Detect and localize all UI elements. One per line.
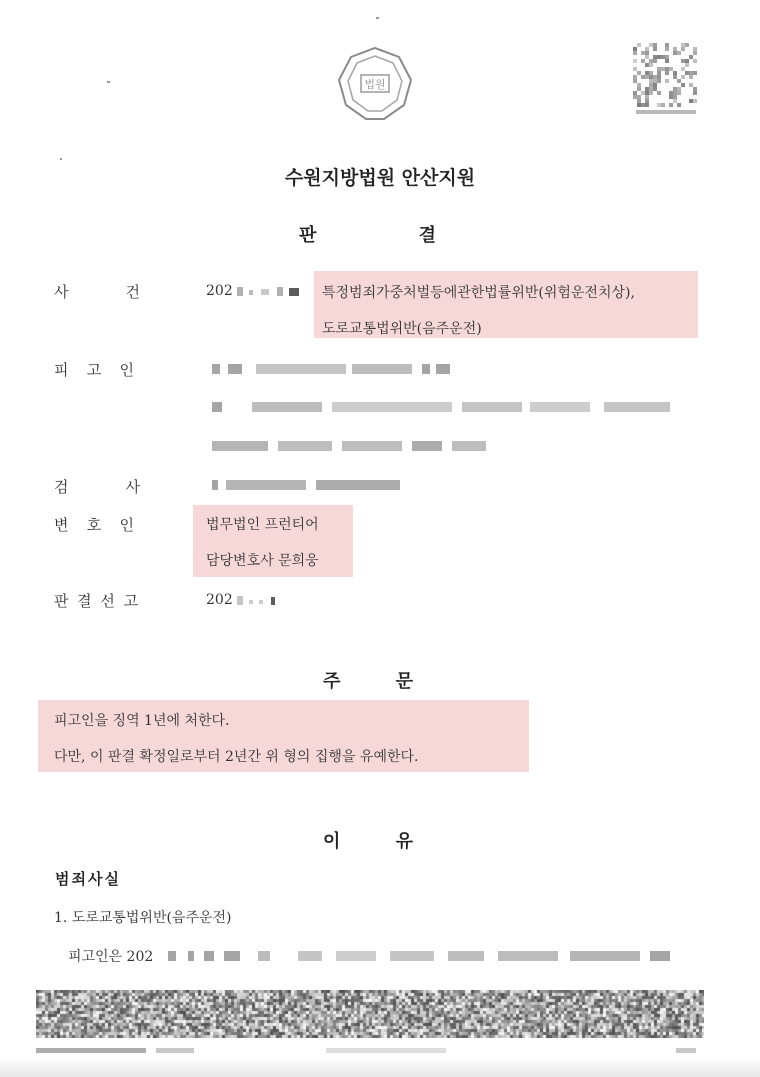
qr-cell: [649, 43, 653, 47]
qr-cell: [637, 71, 641, 75]
speck: [376, 17, 379, 19]
qr-cell: [645, 71, 649, 75]
sentencing-date: [206, 592, 287, 608]
qr-cell: [653, 75, 657, 79]
counsel-label: 변 호 인: [54, 516, 134, 534]
qr-cell: [665, 59, 669, 63]
qr-cell: [693, 47, 697, 51]
qr-cell: [645, 75, 649, 79]
qr-cell: [693, 99, 697, 103]
qr-cell: [673, 47, 677, 51]
qr-cell: [657, 91, 661, 95]
qr-cell: [653, 55, 657, 59]
qr-cell: [677, 103, 681, 107]
qr-cell: [669, 91, 673, 95]
order-line-2: 다만, 이 판결 확정일로부터 2년간 위 형의 집행을 유예한다.: [54, 749, 419, 765]
qr-cell: [645, 51, 649, 55]
qr-cell: [657, 55, 661, 59]
qr-cell: [661, 103, 665, 107]
qr-cell: [637, 43, 641, 47]
reasons-heading-char: 이: [323, 831, 341, 852]
emblem-text: 법원: [364, 78, 386, 91]
qr-cell: [633, 95, 637, 99]
counsel-firm: 법무법인 프런티어: [206, 517, 319, 533]
section-title: 범죄사실: [55, 870, 121, 888]
qr-cell: [641, 59, 645, 63]
document-title-char: 결: [418, 225, 436, 246]
qr-cell: [633, 75, 637, 79]
qr-cell: [665, 47, 669, 51]
document-title-char: 판: [299, 225, 317, 246]
qr-cell: [633, 79, 637, 83]
reasons-item-1: 1. 도로교통법위반(음주운전): [54, 910, 232, 926]
qr-cell: [673, 95, 677, 99]
qr-cell: [693, 91, 697, 95]
qr-cell: [685, 63, 689, 67]
qr-cell: [689, 71, 693, 75]
qr-cell: [685, 59, 689, 63]
qr-cell: [645, 91, 649, 95]
order-heading-char: 문: [395, 671, 413, 692]
qr-cell: [673, 71, 677, 75]
qr-cell: [673, 75, 677, 79]
qr-cell: [689, 55, 693, 59]
defendant-label: 피 고 인: [54, 361, 134, 379]
qr-cell: [653, 59, 657, 63]
qr-cell: [685, 71, 689, 75]
qr-cell: [641, 75, 645, 79]
qr-cell: [693, 59, 697, 63]
qr-cell: [653, 87, 657, 91]
qr-cell: [637, 87, 641, 91]
qr-cell: [673, 87, 677, 91]
qr-cell: [677, 91, 681, 95]
qr-cell: [677, 79, 681, 83]
qr-cell: [681, 47, 685, 51]
reasons-paragraph-start: 피고인은 202: [68, 949, 154, 965]
order-heading: [323, 667, 413, 693]
redacted-prosecutor: [212, 480, 402, 490]
charge-line-2: 도로교통법위반(음주운전): [322, 321, 482, 337]
qr-cell: [657, 67, 661, 71]
qr-cell: [645, 87, 649, 91]
prosecutor-label: 검 사: [54, 478, 140, 496]
qr-cell: [653, 79, 657, 83]
case-number-redaction: [237, 287, 307, 296]
qr-cell: [633, 59, 637, 63]
qr-cell: [641, 51, 645, 55]
qr-cell: [681, 43, 685, 47]
qr-cell: [665, 67, 669, 71]
qr-cell: [681, 59, 685, 63]
qr-cell: [645, 63, 649, 67]
qr-cell: [677, 87, 681, 91]
qr-cell: [689, 83, 693, 87]
redacted-address-line: [212, 402, 672, 412]
qr-cell: [657, 103, 661, 107]
qr-cell: [669, 103, 673, 107]
qr-cell: [693, 87, 697, 91]
charge-line-1: 특정범죄가중처벌등에관한법률위반(위험운전치상),: [322, 285, 635, 301]
qr-cell: [653, 83, 657, 87]
qr-cell: [645, 103, 649, 107]
case-number-prefix: 202: [206, 283, 233, 299]
qr-cell: [665, 71, 669, 75]
qr-cell: [661, 67, 665, 71]
redacted-defendant-line: [212, 364, 452, 374]
qr-cell: [693, 71, 697, 75]
reasons-heading-char: 유: [395, 831, 413, 852]
qr-cell: [681, 75, 685, 79]
order-heading-char: 주: [323, 671, 341, 692]
qr-cell: [669, 95, 673, 99]
qr-cell: [641, 91, 645, 95]
qr-cell: [649, 83, 653, 87]
page-bottom-shadow: [0, 1058, 760, 1077]
qr-cell: [649, 79, 653, 83]
qr-cell: [673, 99, 677, 103]
qr-cell: [657, 71, 661, 75]
qr-cell: [665, 79, 669, 83]
footer-redacted-line: [36, 1048, 704, 1054]
qr-cell: [653, 47, 657, 51]
qr-cell: [633, 51, 637, 55]
qr-cell: [637, 103, 641, 107]
redacted-paragraph-line: [168, 951, 680, 961]
redacted-text-block: [36, 990, 704, 1038]
qr-cell: [645, 47, 649, 51]
sentencing-label: 판 결 선 고: [54, 592, 138, 610]
qr-cell: [669, 67, 673, 71]
court-name: 수원지방법원 안산지원: [284, 167, 476, 189]
sentencing-date-redaction: [237, 596, 287, 605]
speck: [60, 158, 62, 160]
qr-cell: [681, 67, 685, 71]
qr-cell: [653, 43, 657, 47]
qr-cell: [633, 47, 637, 51]
qr-cell: [637, 95, 641, 99]
qr-cell: [645, 99, 649, 103]
qr-cell: [649, 59, 653, 63]
qr-cell: [637, 99, 641, 103]
qr-cell: [633, 91, 637, 95]
qr-cell: [657, 79, 661, 83]
qr-cell: [681, 83, 685, 87]
court-emblem-icon: [336, 45, 414, 123]
qr-cell: [693, 51, 697, 55]
reasons-heading: [323, 827, 413, 853]
qr-caption: [636, 110, 696, 114]
qr-cell: [649, 63, 653, 67]
qr-cell: [649, 87, 653, 91]
qr-cell: [649, 71, 653, 75]
qr-code-icon: [633, 43, 697, 107]
case-number: [206, 283, 307, 299]
qr-cell: [673, 51, 677, 55]
qr-cell: [645, 55, 649, 59]
order-line-1: 피고인을 징역 1년에 처한다.: [54, 713, 230, 729]
qr-cell: [665, 43, 669, 47]
qr-cell: [641, 103, 645, 107]
qr-cell: [633, 67, 637, 71]
speck: [107, 81, 110, 83]
qr-cell: [649, 91, 653, 95]
redacted-address-line-2: [212, 441, 502, 451]
qr-cell: [673, 91, 677, 95]
case-label: 사 건: [54, 283, 140, 301]
qr-cell: [649, 75, 653, 79]
qr-cell: [637, 83, 641, 87]
qr-cell: [645, 95, 649, 99]
qr-cell: [689, 75, 693, 79]
qr-cell: [677, 51, 681, 55]
qr-cell: [657, 75, 661, 79]
document-title: [299, 221, 436, 247]
qr-cell: [665, 55, 669, 59]
qr-cell: [661, 55, 665, 59]
qr-cell: [689, 99, 693, 103]
counsel-attorney: 담당변호사 문희웅: [206, 553, 319, 569]
sentencing-date-prefix: 202: [206, 592, 233, 608]
qr-cell: [685, 43, 689, 47]
